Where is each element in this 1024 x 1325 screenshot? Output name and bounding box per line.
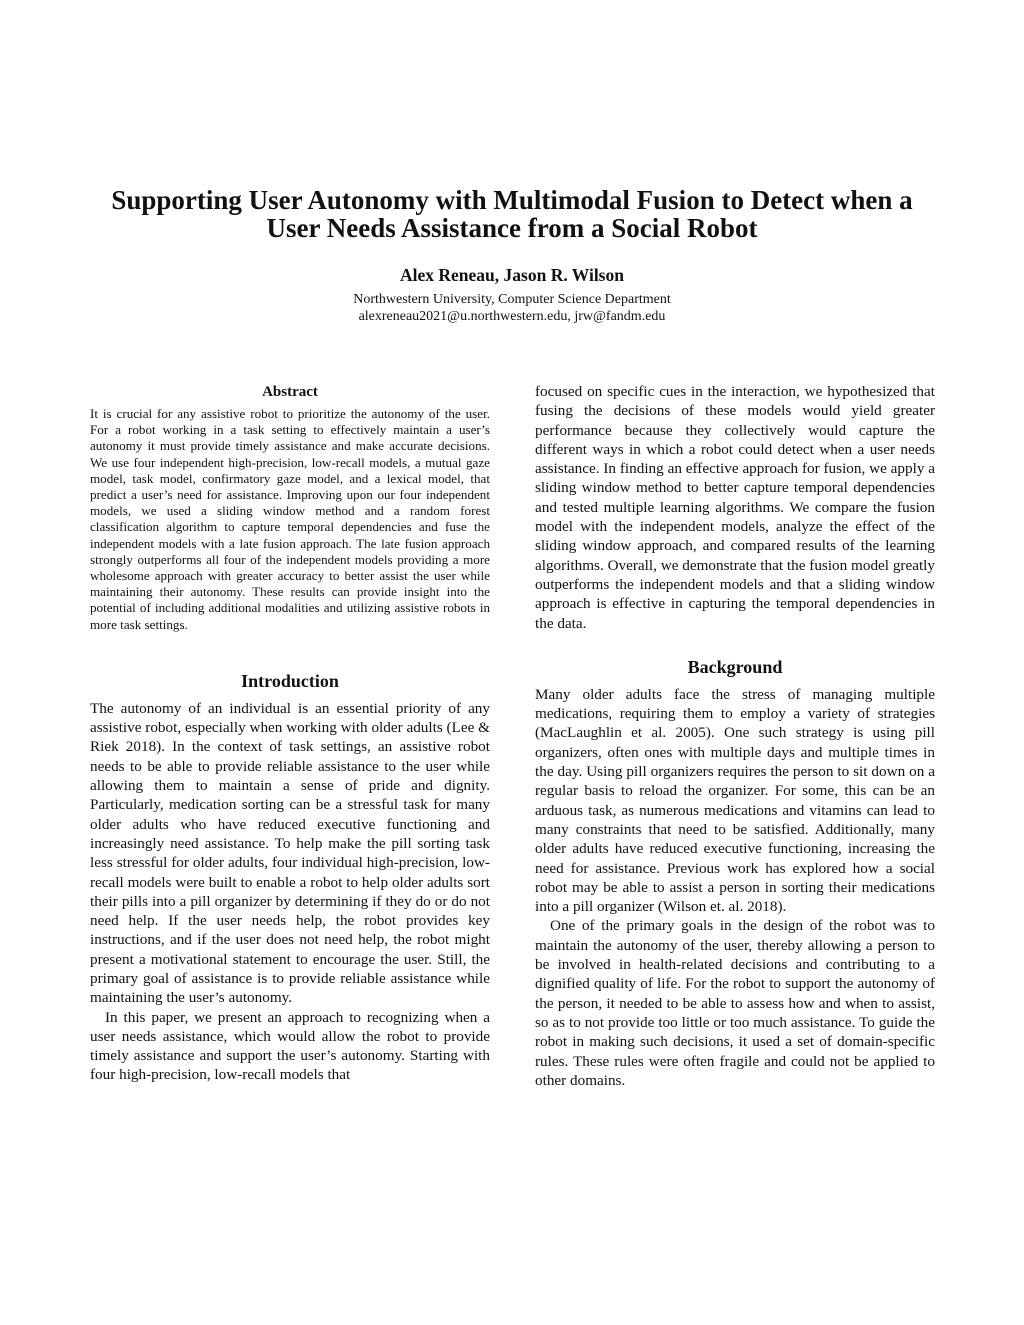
background-heading: Background [687,656,783,677]
author-list: Alex Reneau, Jason R. Wilson [400,265,624,285]
paper-title [90,186,934,242]
abstract-text: It is crucial for any assistive robot to prioritize the autonomy of the user. For a robot working in a task setting to effectively maintain a user’s autonomy it must provide timely assistance and make accurate decisions. We use four independent high-precision, low-recall models, a mutual gaze model, task model, confirmatory gaze model, and a lexical model, that predict a user’s need for assistance. Improving upon our four independent models, we used a sliding window method and a random forest classification algorithm to capture temporal dependencies and fuse the independent models with a late fusion approach. The late fusion approach strongly outperforms all four of the independent models providing a more wholesome approach with greater accuracy to better assist the user while maintaining their autonomy. These results can provide insight into the potential of including additional modalities and utilizing assistive robots in more task settings. [90,406,490,632]
affiliation-block [0,291,1024,325]
abstract-heading: Abstract [262,384,318,400]
background-paragraph-2: One of the primary goals in the design of the robot was to maintain the autonomy of the user, thereby allowing a person to be involved in health-related decisions and contributing to a dignified quality of life. For the robot to support the autonomy of the person, it needed to be able to assess how and when to assist, so as to not provide too little or too much assistance. To guide the robot in making such decisions, it used a set of domain-specific rules. These rules were often fragile and could not be applied to other domains. [535,917,935,1089]
paper-title-line-2: User Needs Assistance from a Social Robot [266,213,758,243]
introduction-paragraph-2: In this paper, we present an approach to recognizing when a user needs assistance, which would allow the robot to provide timely assistance and support the user’s autonomy. Starting with four high-precision, low-recall models that [90,1008,490,1084]
left-column [90,382,490,1085]
background-paragraph-1: Many older adults face the stress of managing multiple medications, requiring them to employ a variety of strategies (MacLaughlin et al. 2005). One such strategy is using pill organizers, often ones with multiple days and multiple times in the day. Using pill organizers requires the person to sit down on a regular basis to reload the organizer. For some, this can be an arduous task, as numerous medications and vitamins can lead to many constraints that need to be satisfied. Additionally, many older adults have reduced executive functioning, increasing the need for assistance. Previous work has explored how a social robot may be able to assist a person in sorting their medications into a pill organizer (Wilson et. al. 2018). [535,685,935,916]
paper-title-line-1: Supporting User Autonomy with Multimodal Fusion to Detect when a [111,185,913,215]
introduction-paragraph-2-continued: focused on specific cues in the interaction, we hypothesized that fusing the decisions of these models would yield greater performance because they collectively would capture the different ways in which a robot could detect when a user needs assistance. In finding an effective approach for fusion, we apply a sliding window method to better capture temporal dependencies and tested multiple learning algorithms. We compare the fusion model with the independent models, analyze the effect of the sliding window approach, and compared results of the learning algorithms. Overall, we demonstrate that the fusion model greatly outperforms the independent models and that a sliding window approach is effective in capturing the temporal dependencies in the data. [535,383,935,632]
introduction-heading: Introduction [241,670,339,691]
right-column [535,382,935,1090]
affiliation: Northwestern University, Computer Science Department [353,292,671,307]
introduction-paragraph-1: The autonomy of an individual is an essential priority of any assistive robot, especially when working with older adults (Lee & Riek 2018). In the context of task settings, an assistive robot needs to be able to provide reliable assistance to the user while allowing them to maintain a sense of pride and dignity. Particularly, medication sorting can be a stressful task for many older adults who have reduced executive functioning and increasingly need assistance. To help make the pill sorting task less stressful for older adults, four individual high-precision, low-recall models were built to enable a robot to help older adults sort their pills into a pill organizer by determining if they do or do not need help. If the user needs help, the robot provides key instructions, and if the user does not need help, the robot might present a motivational statement to encourage the user. Still, the primary goal of assistance is to provide reliable assistance while maintaining the user’s autonomy. [90,699,490,1007]
author-emails: alexreneau2021@u.northwestern.edu, jrw@fandm.edu [358,309,666,324]
